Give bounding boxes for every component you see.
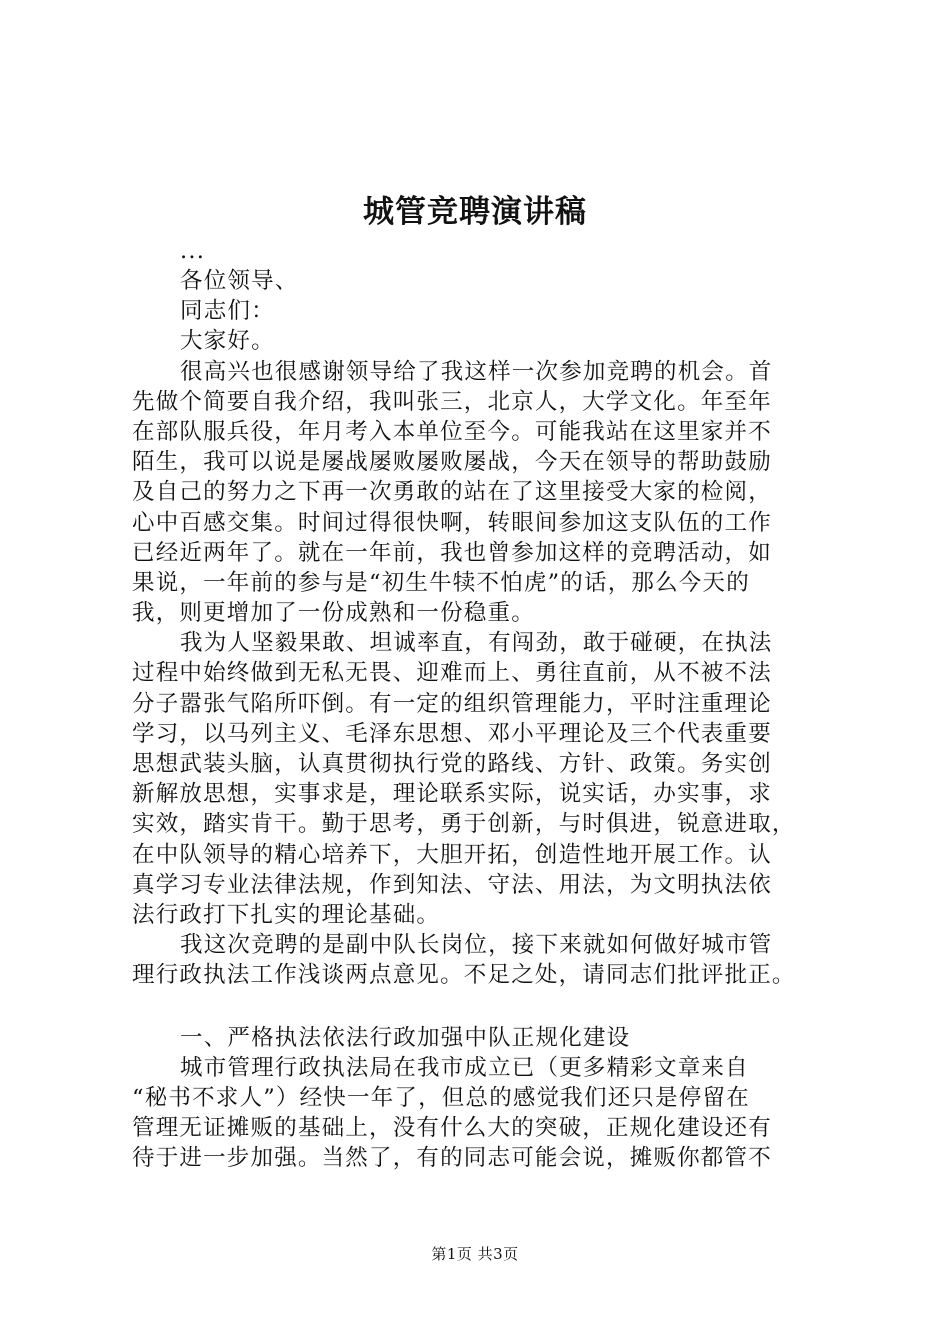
paragraph-2-line: 新解放思想，实事求是，理论联系实际，说实话，办实事，求 (132, 781, 772, 808)
blank-line (132, 991, 842, 1023)
salutation-line: 大家好。 (180, 328, 275, 355)
paragraph-1-line: 心中百感交集。时间过得很快啊，转眼间参加这支队伍的工作 (132, 509, 772, 536)
paragraph-2-line: 学习，以马列主义、毛泽东思想、邓小平理论及三个代表重要 (132, 720, 772, 747)
paragraph-1-line: 及自己的努力之下再一次勇敢的站在了这里接受大家的检阅， (132, 479, 772, 506)
paragraph-1-line: 在部队服兵役，年月考入本单位至今。可能我站在这里家并不 (132, 418, 772, 445)
paragraph-1-line: 已经近两年了。就在一年前，我也曾参加这样的竞聘活动，如 (132, 539, 772, 566)
document-title: 城管竞聘演讲稿 (363, 194, 587, 230)
paragraph-3-line: 我这次竞聘的是副中队长岗位，接下来就如何做好城市管 (180, 932, 773, 959)
paragraph-2-line: 分子嚣张气陷所吓倒。有一定的组织管理能力，平时注重理论 (132, 690, 772, 717)
section-heading: 一、严格执法依法行政加强中队正规化建设 (180, 1024, 631, 1051)
paragraph-1-line: 陌生，我可以说是屡战屡败屡败屡战，今天在领导的帮助鼓励 (132, 449, 772, 476)
paragraph-4-line: 城市管理行政执法局在我市成立已（更多精彩文章来自 (180, 1054, 749, 1081)
paragraph-4-line: 待于进一步加强。当然了，有的同志可能会说，摊贩你都管不 (132, 1145, 772, 1172)
ellipsis-text: ... (180, 238, 206, 264)
paragraph-1-line: 我，则更增加了一份成熟和一份稳重。 (132, 600, 535, 627)
paragraph-1-line: 很高兴也很感谢领导给了我这样一次参加竞聘的机会。首 (180, 358, 773, 385)
paragraph-2-line: 实效，踏实肯干。勤于思考，勇于创新，与时俱进，锐意进取， (132, 811, 796, 838)
paragraph-2-line: 思想武装头脑，认真贯彻执行党的路线、方针、政策。务实创 (132, 751, 772, 777)
paragraph-2-line: 在中队领导的精心培养下，大胆开拓，创造性地开展工作。认 (132, 841, 772, 868)
paragraph-4-line: “秘书不求人”）经快一年了，但总的感觉我们还只是停留在 (132, 1084, 750, 1111)
salutation-line: 各位领导、 (180, 268, 299, 294)
paragraph-2-line: 真学习专业法律法规，作到知法、守法、用法，为文明执法依 (132, 871, 772, 898)
paragraph-2-line: 法行政打下扎实的理论基础。 (132, 901, 441, 928)
paragraph-3-line: 理行政执法工作浅谈两点意见。不足之处，请同志们批评批正。 (132, 962, 796, 989)
paragraph-2-line: 我为人坚毅果敢、坦诚率直，有闯劲，敢于碰硬，在执法 (180, 630, 773, 657)
paragraph-1-line: 果说，一年前的参与是“初生牛犊不怕虎”的话，那么今天的 (132, 569, 750, 596)
page-number-footer: 第1页 共3页 (431, 1245, 519, 1263)
salutation-line: 同志们： (180, 298, 275, 325)
paragraph-4-line: 管理无证摊贩的基础上，没有什么大的突破，正规化建设还有 (132, 1115, 772, 1142)
paragraph-2-line: 过程中始终做到无私无畏、迎难而上、勇往直前，从不被不法 (132, 660, 772, 687)
document-body (132, 238, 842, 1173)
paragraph-1-line: 先做个简要自我介绍，我叫张三，北京人，大学文化。年至年 (132, 388, 772, 415)
